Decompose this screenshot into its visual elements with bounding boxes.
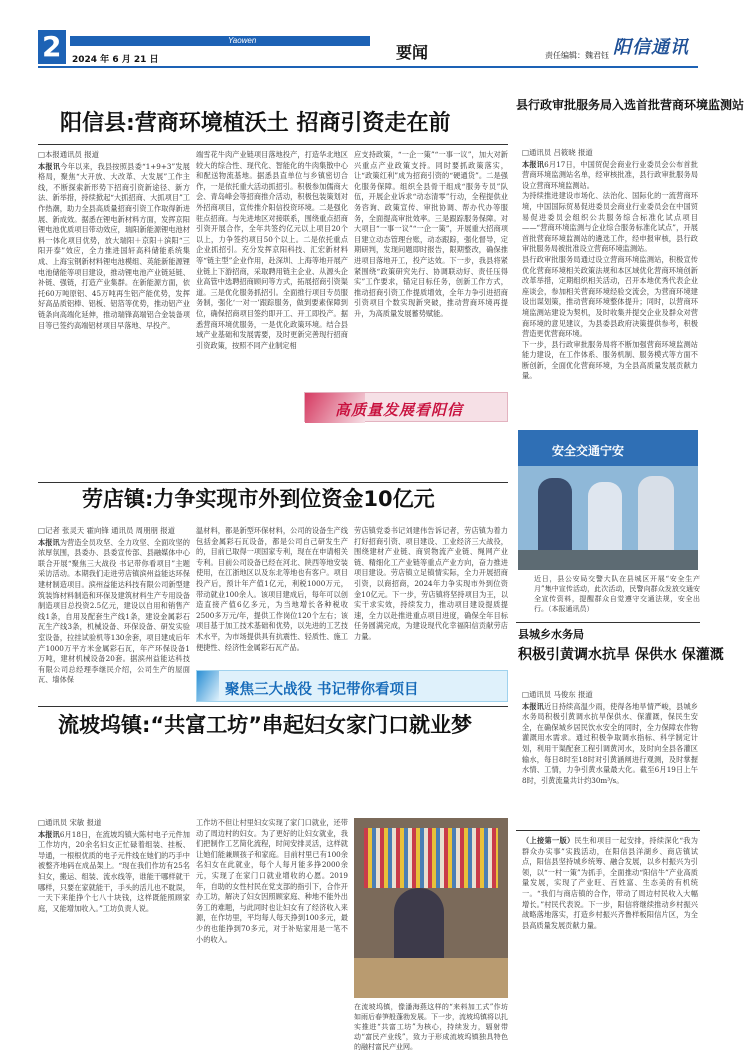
- editor-name: 责任编辑：魏君钰: [545, 51, 609, 60]
- article4-headline: 县行政审批服务局入选首批营商环境监测站: [516, 98, 744, 112]
- banner-stripe: [197, 671, 219, 701]
- photo-worker: [394, 888, 444, 968]
- right-column-rule: [516, 622, 700, 623]
- issue-date: 2024 年 6 月 21 日: [72, 55, 159, 65]
- article5-kicker: 县城乡水务局: [518, 628, 584, 641]
- article3-column-2: [196, 818, 348, 1044]
- article4-p1: 6月17日，中国贸促会商业行业委员会公布首批营商环境监测站名单，经审核批准，县行政审批服务局设立营商环境监测站。: [522, 159, 698, 190]
- masthead: [0, 0, 735, 70]
- article2-text-2: 温材料，都是新型环保材料，公司的设备生产线包括金属彩石瓦设备，都是公司自己研发生产的，目前已取得一项国家专利，现在在申请相关专利。目前公司设备已经在河北、陕西等地安装使用，在江浙地区以及东北等地也有客户。项目投产后，预计年产值1亿元，利税1000万元，带动就业100余人。该项目建成后，每年可以创造直接产值6亿多元，为当地增长各种税收2500多万元/年，提供工作岗位120个左右；该项目基于加工技术基础和优势，以先进的工艺技术水平，为市场提供具有抗震性、轻质性、施工便捷性、经济性金属彩石瓦产品。: [196, 526, 348, 652]
- article2-banner-text: 聚焦三大战役 书记带你看项目: [225, 682, 419, 698]
- article5-body: [522, 690, 698, 830]
- photo-ground: [518, 550, 698, 570]
- article4-body: [522, 148, 698, 478]
- article2-bottom-rule: [38, 706, 508, 707]
- article3-lead: 本报讯: [38, 829, 60, 839]
- article3-text-2: 工作坊不但让村里妇女实现了家门口就业，还带动了周边村的妇女。为了更好的让妇女就业，我们把制作工艺简化流程，时间安排灵活，这样就让她们能兼顾孩子和家庭。目前村里已有100余名妇女在此就业，每个人每月能多挣2000余元，实现了在家门口就业增收的心愿。2019年，自助的女性村民在党支部的指引下，合作开办工坊，解决了妇女因照顾家庭、种地不能外出务工的难题，与此同时也让妇女有了经济收入来源，在作坊里，平均每人每天挣到100多元，最少的也能挣到70多元，对于补贴家用是一笔不小的收入。: [196, 818, 348, 944]
- section-en: Yaowen: [228, 36, 257, 45]
- article5-byline: □通讯员 马俊东 报道: [522, 690, 593, 699]
- newspaper-logo: 阳信通讯: [613, 37, 689, 58]
- photo-table: [354, 958, 508, 998]
- article4-lead: 本报讯: [522, 159, 545, 169]
- article2-banner: [196, 670, 508, 702]
- article1-lead: 本报讯: [38, 161, 61, 171]
- article2-text-1: 为营造全员攻坚、全力攻坚、全面攻坚的浓厚氛围，县委办、县委宣传部、县融媒体中心联合开展“聚焦三大战役 书记带你看项目”主题采访活动。本期我们走进劳店镇滨州益能达环保建材制造项目。滨州益能达科技有限公司新型建筑装饰材料制造和环保及建筑材料生产专用设备制造项目总投资2.5亿元，建设以自用和销售产线1条，自用及配套生产线1条，建设金属彩石瓦生产线3条，机械设备、环保设备、研发实验室设备，拉挂试验机等130余套，项目建成后年产1000万平方米金属彩石瓦，年产环保设备1万吨，建材机械设备20套。据滨州益能达科技有限公司总经理李继民介绍，公司生产的屋面瓦、墙体保: [38, 537, 190, 685]
- article2-text-3: 劳店镇党委书记刘建伟告诉记者，劳店镇为着力打好招商引资、项目建设、工业经济三大战役，围绕建材产业链、商贸物流产业链、绳网产业链、精细化工产业链等重点产业方向，奋力推进项目建设。劳店镇立足镇情实际，全力开展招商引资，以商招商，2024年力争实现市外到位资金10亿元。下一步，劳店镇将坚持项目为王，以实干求实效，持续发力，推动项目建设提质提速，全力以赴推进重点项目进度，确保全年目标任务圆满完成，为建设现代化幸福阳信贡献劳店力量。: [354, 526, 508, 641]
- article1-column-1: [38, 150, 190, 478]
- article6-body: [522, 836, 698, 1044]
- article2-headline: 劳店镇:力争实现市外到位资金10亿元: [82, 487, 435, 511]
- article3-headline: 流坡坞镇:“共富工坊”串起妇女家门口就业梦: [58, 713, 472, 737]
- article5-lead: 本报讯: [522, 701, 545, 711]
- article1-column-2: [196, 150, 348, 478]
- article1-headline: 阳信县:营商环境植沃土 招商引资走在前: [60, 111, 451, 136]
- article1-rule: [38, 144, 508, 145]
- article2-lead: 本报讯: [38, 537, 60, 547]
- article3-photo-caption: 在流坡坞镇，像潘海燕这样的“来料加工式”作坊如雨后春笋般蓬勃发展。下一步，流坡坞镇将以扎实推进“共富工坊”为核心，持续发力，辐射带动“富民产业线”，致力于形成流坡坞镇独具特色的融村富民产业网。: [354, 1003, 508, 1051]
- article1-column-3: [354, 150, 508, 386]
- article6-continuation: （上接第一版）: [522, 836, 575, 845]
- photo-officer-1: [538, 478, 572, 558]
- article1-text-2: 端雪花牛肉产业链项目落地投产，打造华北地区较大的综合性、现代化、智能化的牛肉集散中心和配送物流基地。据悉县直单位与乡镇密切合作，一是依托重大活动抓招引。积极参加儒商大会、青岛峰会等招商推介活动，积极包装策划对外招商项目，宣传推介阳信投资环境。二是强化驻点招商。与先进地区对接联系，围绕重点招商引资开展合作，全年共签约亿元以上项目20个以上，力争签约项目50个以上。二是依托重点企业抓招引。充分发挥京阳科技、汇宏新材料等“链主型”企业作用，赴深圳、上海等地开展产业链上下游招商，采取聘用链主企业、从源头企业高管中选聘招商顾问等方式，拓展招商引资渠道。三是优化服务抓招引。全面推行项目专员服务制，强化‘一对一’跟踪服务，做到要素保障到位，确保招商项目签约即开工、开工即投产。据悉营商环境优服务，一是优化政策环境。结合县域产业基础和发展需要，及时更新完善现行招商引资政策，按照不同产业制定相: [196, 150, 348, 350]
- article1-byline: □本报通讯员 报道: [38, 150, 100, 159]
- article5-text: 近日持续高温少雨，使得各地旱情严峻，县城乡水务局积极引黄调水抗旱保供水、保灌溉，保民生安全，在确保城乡居民饮水安全的同时，全力保障农作物灌溉用水需求。通过积极争取调水指标、科学制定计划，利用干渠配套工程引调黄河水，及时向全县各灌区输水，每日8时至18时对引黄涵闸进行观测，及时掌握水情、工情，力争引黄水量最大化。截至6月19日上午8时，引黄流量共计约30m³/s。: [522, 701, 698, 785]
- article1-bottom-rule: [38, 482, 508, 483]
- article1-text-1: 今年以来，我县按照县委“1+9+3”发展格局，聚焦“大开放、大改革、大发展”工作主线，不断探索新形势下招商引资新途径、新方法、新举措，持续掀起“大抓招商、大抓项目”工作热潮，助力全县高质量招商引资工作取得新进展、新成效。据悉在锂电新材料方面，发挥京阳锂电池优质项目带动效应，瑞阳新能源锂电池材料一体化项目优势，放大瑞阳＋京阳＋滨阳“三阳开泰”效应，全力推进国轩高科储能系统集成、上海宝钢新材料锂电池模组、英能新能源锂电池储能等项目建设，推动锂电池产业链延链、补链、强链，打造产业集群。在新能源方面，依托60万吨原铝、45万吨再生铝产能优势，发挥好高品质铝棒、铝板、铝箔等优势，推动铝产业链条向高端化延伸，推动瑞锋高端铝合金装备项目等已签约高端铝材项目早落地、早投产。: [38, 161, 190, 330]
- article2-column-3: [354, 526, 508, 664]
- photo-officer-3: [638, 476, 674, 558]
- article3-photo: [354, 818, 508, 998]
- article1-column-3b: [354, 426, 508, 478]
- article4-p2: 为持续推进建设市场化、法治化、国际化的一流营商环境，中国国际贸易促进委员会商业行业委员会在中国贸易促进委员会组织公共服务综合标准化试点项目——“营商环境监测与企业综合服务标准化试点”，开展首批营商环境监测站的遴选工作，经申报审核，县行政审批服务局被批准设立营商环境监测站。: [522, 191, 698, 254]
- article4-photo-caption: 近日，县公安局交警大队在县城区开展“安全生产月”集中宣传活动，此次活动，民警向群众发放交通安全宣传资料，提醒群众自觉遵守交通法规，安全出行。（本报通讯员）: [534, 575, 700, 613]
- article5-headline: 积极引黄调水抗旱 保供水 保灌溉: [518, 647, 724, 663]
- article4-photo-sign: 安全交通宁安: [552, 444, 625, 458]
- article6-text: 民生和项目一起安排，持续深化“我为群众办实事”实践活动，在阳信县洋湖乡、商店镇试点，阳信县坚持城乡统筹、融合发展，以乡村振兴为引领，以“一村一策”为抓手，全面推动“阳信牛”产业高质量发展，实现了产业旺、百姓富、生态美的有机统一。“我们与商店镇的合作，带动了周边村民收入大幅增长。”村民代表说。下一步，阳信将继续推动乡村振兴战略落地落实，打造乡村振兴齐鲁样板阳信片区，为全县高质量发展贡献力量。: [522, 836, 698, 930]
- photo-officer-2: [588, 482, 622, 558]
- page-number: 2: [42, 30, 62, 63]
- section-title: 要闻: [396, 43, 429, 62]
- article2-column-2: [196, 526, 348, 664]
- article4-byline: □通讯员 吕筱晓 报道: [522, 148, 593, 157]
- article4-p3: 县行政审批服务局通过设立营商环境监测站，积极宣传优化营商环境相关政策法规和本区域优化营商环境创新改革举措，定期组织相关活动，召开本地优秀代表企业座谈会，参加相关营商环境经验交流会，为营商环境建设出谋划策，推动营商环境整体提升；同时，以营商环境监测站建设为契机，及时收集并提交企业及群众对营商环境的意见建议，为县委县政府决策提供参考，积极营造更优营商环境。: [522, 254, 698, 339]
- article2-byline: □记者 张灵天 霍向锋 通讯员 周朋朋 报道: [38, 526, 175, 535]
- article4-p4: 下一步，县行政审批服务局将不断加强营商环境监测站能力建设，在工作体系、服务机制、服务模式等方面不断创新，全面优化营商环境，为全县高质量发展贡献力量。: [522, 339, 698, 381]
- section-en-bar: [70, 36, 370, 46]
- article4-photo: [518, 430, 698, 570]
- article1-banner: [304, 392, 508, 422]
- article2-column-1: [38, 526, 190, 685]
- article1-banner-text: 高质量发展看阳信: [335, 401, 464, 419]
- article5-bottom-rule: [516, 830, 700, 831]
- article1-text-3: 应支持政策，“一企一策”“一事一议”，加大对新兴重点产业政策支持。同时要抓政策落实，让“政策红利”成为招商引资的“硬通货”。二是强化服务保障。组织全县骨干组成“服务专员”队伍，开展企业诉求“动态清零”行动，全程提供业务咨询、政策宣传、审批协调、帮办代办等服务，全面提高审批效率。三是跟踪服务保障。对大项目“一事一议”“一企一策”，开展重大招商项目建立动态管理台账，动态跟踪，强化督导，定期研判，发现问题即时报告，限期整改，确保推进项目落地开工，投产达效。下一步，我县将紧紧围绕“政策研究先行、协调联动好、责任压得实”工作要求，锚定目标任务，创新工作方式，推动招商引资工作提质增效，全年力争引进招商引资项目个数实现新突破，推动营商环境再提升，为高质量发展蓄势赋能。: [354, 150, 508, 318]
- photo-rack: [364, 828, 498, 888]
- article3-column-1: [38, 818, 190, 1044]
- masthead-rule: [38, 66, 698, 68]
- article3-text-1: 6月18日，在流坡坞镇大陈村电子元件加工作坊内，20余名妇女正忙碌着组装、挂板、导通，一根根优质的电子元件线在她们的巧手中被整齐地码在成品架上。“现在我们作坊有25名妇女，搬运、组装、流水线等，谁能干哪样就干哪样，只要在家就能干，手头的活儿也不耽误，一天下来能挣个七八十块钱，这样既能照顾家庭，又能增加收入。”工坊负责人说。: [38, 829, 190, 913]
- article3-byline: □通讯员 宋敏 报道: [38, 818, 102, 827]
